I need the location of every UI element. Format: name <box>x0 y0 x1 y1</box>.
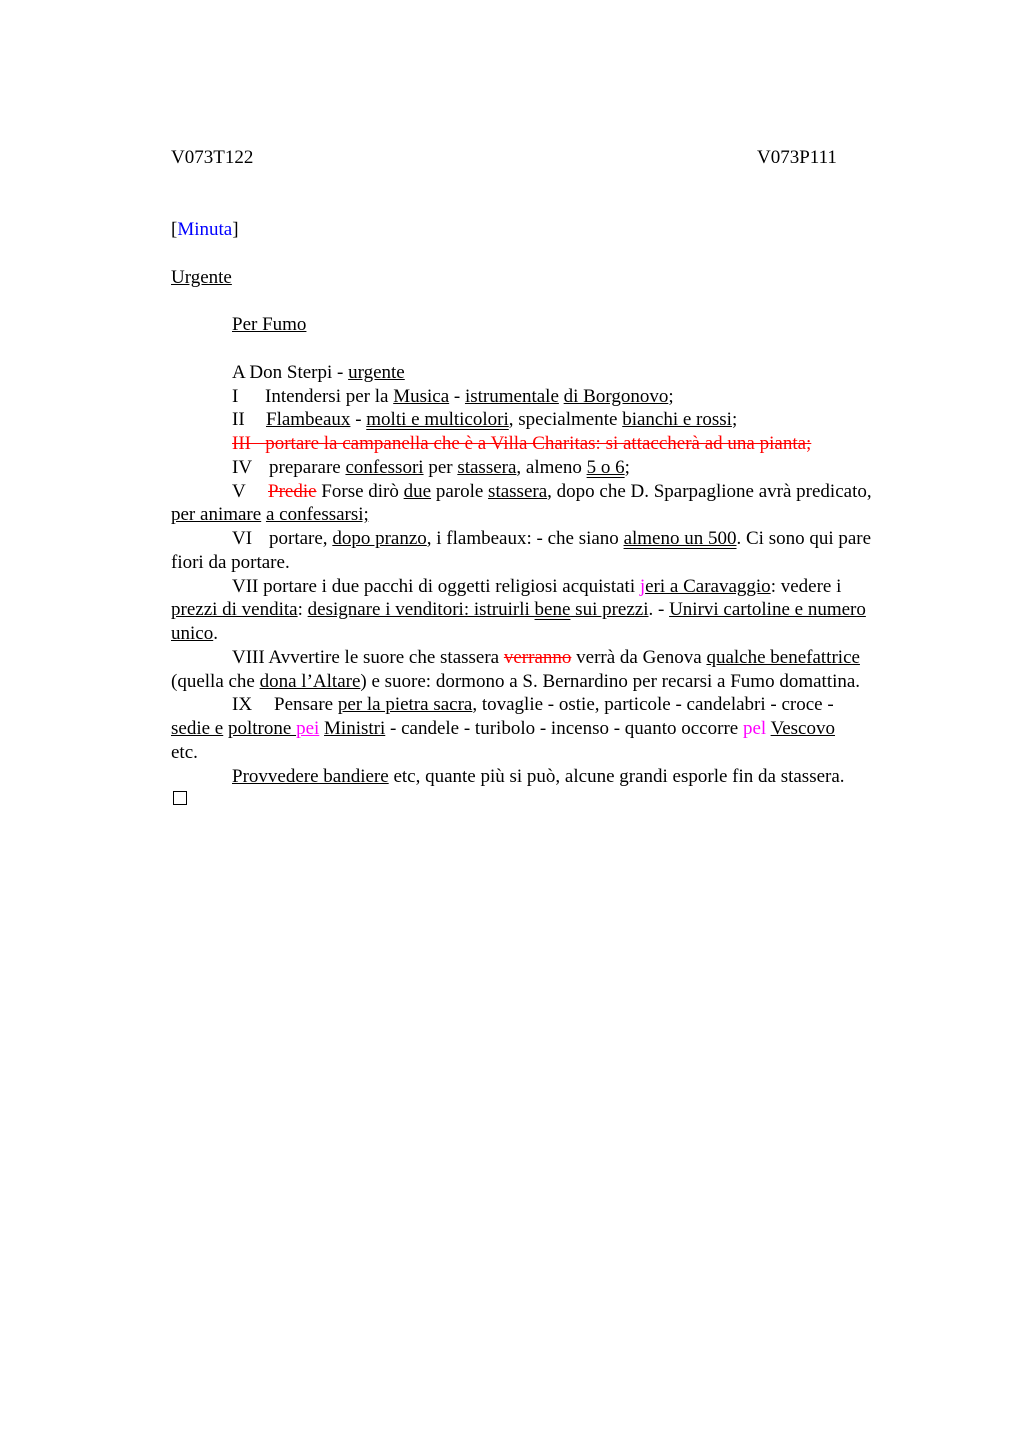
item-ix-sedie: sedie e <box>171 718 224 739</box>
item-viii <box>232 646 860 670</box>
item-ix-pei: pei <box>296 718 320 739</box>
item-vii-prezzi: prezzi di vendita <box>171 599 298 620</box>
provvedere-bandiere: Provvedere bandiere <box>232 766 389 787</box>
item-iv-stassera: stassera <box>457 457 517 478</box>
item-iv <box>232 456 630 480</box>
provvedere-text: etc, quante più si può, alcune grandi esporle fin da stassera. <box>388 766 845 787</box>
item-v-due: due <box>403 481 432 502</box>
item-i-text: Intendersi per la <box>265 386 394 407</box>
item-v-cont <box>171 503 369 527</box>
addressee-urgent: urgente <box>348 362 405 383</box>
item-vii-unico: unico <box>171 623 214 644</box>
minuta-word: Minuta <box>177 219 233 240</box>
item-vii-text5: . <box>213 623 218 644</box>
item-i-musica: Musica <box>393 386 450 407</box>
item-i <box>232 385 674 409</box>
item-ix-cont2: etc. <box>171 742 198 763</box>
bracket-close: ] <box>232 219 239 240</box>
item-ix-text5: - candele - turibolo - incenso - quanto occorre <box>385 718 743 739</box>
item-vi <box>232 527 871 551</box>
item-vii-cont <box>171 598 866 622</box>
item-v-predie: Predie <box>268 481 317 502</box>
item-ii-text: - <box>350 409 367 430</box>
item-iv-five: 5 o 6 <box>586 457 625 478</box>
item-vii-designare: designare i venditori: istruirli <box>307 599 535 620</box>
item-viii-qualche: qualche benefattrice <box>706 647 860 668</box>
item-vii <box>232 575 841 599</box>
item-i-text4: ; <box>668 386 674 407</box>
item-i-istrumentale: istrumentale <box>464 386 559 407</box>
item-ix <box>232 693 834 717</box>
item-iv-num: IV <box>232 457 253 478</box>
item-v <box>232 480 872 504</box>
item-viii-text3: (quella che <box>171 671 260 692</box>
item-i-text2: - <box>449 386 465 407</box>
item-vii-text3: : <box>297 599 308 620</box>
item-vii-unirvi: Unirvi cartoline e numero <box>669 599 866 620</box>
urgente-heading: Urgente <box>171 267 232 288</box>
item-ii-molti: molti e multicolori <box>366 409 509 430</box>
item-iv-text3: , almeno <box>516 457 587 478</box>
item-vi-text: portare, <box>269 528 333 549</box>
item-viii-text: VIII Avvertire le suore che stassera <box>232 647 504 668</box>
bracket-open: [ <box>171 219 178 240</box>
item-ix-pietra: per la pietra sacra <box>337 694 473 715</box>
item-vii-text4: . - <box>648 599 670 620</box>
item-vi-text3: . Ci sono qui pare <box>736 528 872 549</box>
item-iv-text2: per <box>423 457 458 478</box>
item-ix-poltrone: poltrone <box>227 718 297 739</box>
end-box-icon <box>173 791 187 805</box>
item-vii-bene: bene <box>534 599 571 620</box>
item-i-borgonovo: di Borgonovo <box>563 386 669 407</box>
header-right-code: V073P111 <box>757 147 837 168</box>
item-v-num: V <box>232 481 246 502</box>
item-vii-caravaggio: eri a Caravaggio <box>645 576 771 597</box>
item-ii-text3: ; <box>731 409 738 430</box>
item-i-num: I <box>232 386 239 407</box>
item-vii-cont2 <box>171 622 218 646</box>
item-viii-cont <box>171 670 860 694</box>
provvedere-line <box>232 765 845 789</box>
item-v-confessarsi: a confessarsi; <box>265 504 369 525</box>
item-iv-text: preparare <box>269 457 346 478</box>
item-vi-text2: , i flambeaux: - che siano <box>426 528 624 549</box>
item-ix-text2: , tovaglie - ostie, particole - candelabri - croce - <box>472 694 834 715</box>
item-vi-almeno: almeno un 500 <box>623 528 737 549</box>
item-iv-confessori: confessori <box>345 457 424 478</box>
item-ii-bianchi: bianchi e rossi <box>622 409 732 430</box>
item-ii-text2: , specialmente <box>508 409 623 430</box>
item-vii-text: VII portare i due pacchi di oggetti religiosi acquistati <box>232 576 640 597</box>
item-v-text3: , dopo che D. Sparpaglione avrà predicato, <box>547 481 872 502</box>
item-vii-sui-prezzi: sui prezzi <box>570 599 649 620</box>
item-ix-ministri: Ministri <box>324 718 386 739</box>
item-v-text2: parole <box>431 481 489 502</box>
item-iv-text4: ; <box>624 457 630 478</box>
item-ix-cont <box>171 717 835 741</box>
item-ii-num: II <box>232 409 245 430</box>
item-iii-deleted: III portare la campanella che è a Villa Charitas: si attaccherà ad una pianta; <box>232 433 812 454</box>
item-vi-dopo: dopo pranzo <box>332 528 427 549</box>
item-viii-text4: ) e suore: dormono a S. Bernardino per recarsi a Fumo domattina. <box>360 671 861 692</box>
item-v-stassera: stassera <box>488 481 548 502</box>
item-vi-num: VI <box>232 528 253 549</box>
addressee-text: A Don Sterpi - <box>232 362 349 383</box>
addressee-line <box>232 361 405 385</box>
item-v-animare: per animare <box>171 504 262 525</box>
item-viii-text2: verrà da Genova <box>571 647 707 668</box>
item-ii <box>232 408 737 432</box>
item-vii-jeri: j <box>639 576 646 597</box>
item-vii-text2: : vedere i <box>770 576 842 597</box>
item-ix-text: Pensare <box>274 694 338 715</box>
minuta-label <box>171 218 239 242</box>
per-fumo-heading: Per Fumo <box>232 314 307 335</box>
item-viii-verranno: verranno <box>503 647 572 668</box>
item-ix-vescovo: Vescovo <box>770 718 835 739</box>
header-left-code: V073T122 <box>171 147 254 168</box>
item-ix-pel: pel <box>742 718 767 739</box>
item-ix-num: IX <box>232 694 253 715</box>
item-ii-flambeaux: Flambeaux <box>266 409 351 430</box>
item-v-text: Forse dirò <box>316 481 404 502</box>
item-viii-dona: dona l’Altare <box>259 671 361 692</box>
item-vi-cont: fiori da portare. <box>171 552 290 573</box>
